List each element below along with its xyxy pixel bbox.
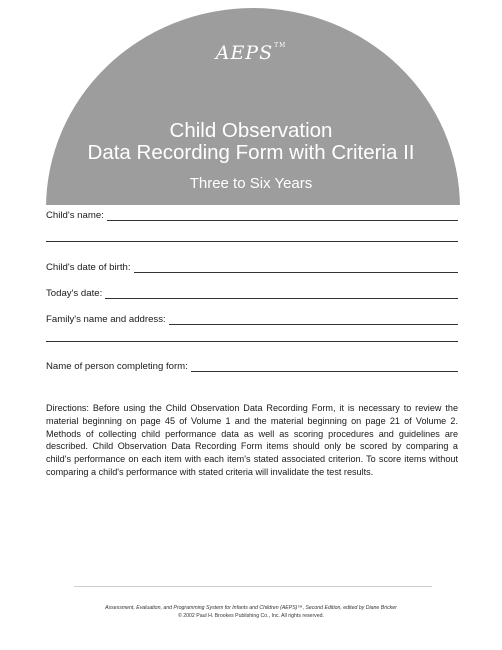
footer-copyright: © 2002 Paul H. Brookes Publishing Co., Inc. All rights reserved. <box>178 613 324 619</box>
family-address-extra-line[interactable] <box>46 341 458 342</box>
family-name-address-field[interactable] <box>46 314 458 325</box>
person-completing-field[interactable] <box>46 361 458 372</box>
title-line-1: Child Observation <box>169 119 333 142</box>
todays-date-line[interactable] <box>105 290 458 299</box>
family-name-address-line[interactable] <box>169 316 458 325</box>
childs-name-label: Child's name: <box>46 210 104 221</box>
childs-name-line[interactable] <box>107 212 458 221</box>
person-completing-line[interactable] <box>191 363 458 372</box>
aeps-logo <box>0 42 502 64</box>
directions-text: Directions: Before using the Child Observation Data Recording Form, it is necessary to review the material beginning on page 45 of Volume 1 and the material beginning on page 21 of Volume 2. Methods of collecting child performance data as well as scoring procedures and guidelines are described. Child Observation Data Recording Form items should only be scored by comparing a child's performance on each item with each item's stated associated criterion. To score items without comparing a child's performance with stated criteria will invalidate the test results. <box>46 403 458 477</box>
footer-divider <box>74 586 432 587</box>
logo-text: AEPS <box>215 42 274 64</box>
logo-trademark: TM <box>274 42 287 49</box>
person-completing-label: Name of person completing form: <box>46 361 188 372</box>
childs-dob-label: Child's date of birth: <box>46 262 131 273</box>
childs-dob-line[interactable] <box>134 264 459 273</box>
childs-name-extra-line[interactable] <box>46 241 458 242</box>
todays-date-field[interactable] <box>46 288 458 299</box>
todays-date-label: Today's date: <box>46 288 103 299</box>
family-name-address-label: Family's name and address: <box>46 314 166 325</box>
title-line-2: Data Recording Form with Criteria II <box>87 141 415 164</box>
childs-dob-field[interactable] <box>46 262 458 273</box>
page-title <box>0 120 502 164</box>
childs-name-field[interactable] <box>46 210 458 221</box>
footer-citation: Assessment, Evaluation, and Programming System for Infants and Children (AEPS)™, Second Edition, edited by Diane Bricker <box>105 605 397 611</box>
page-subtitle: Three to Six Years <box>189 175 313 192</box>
